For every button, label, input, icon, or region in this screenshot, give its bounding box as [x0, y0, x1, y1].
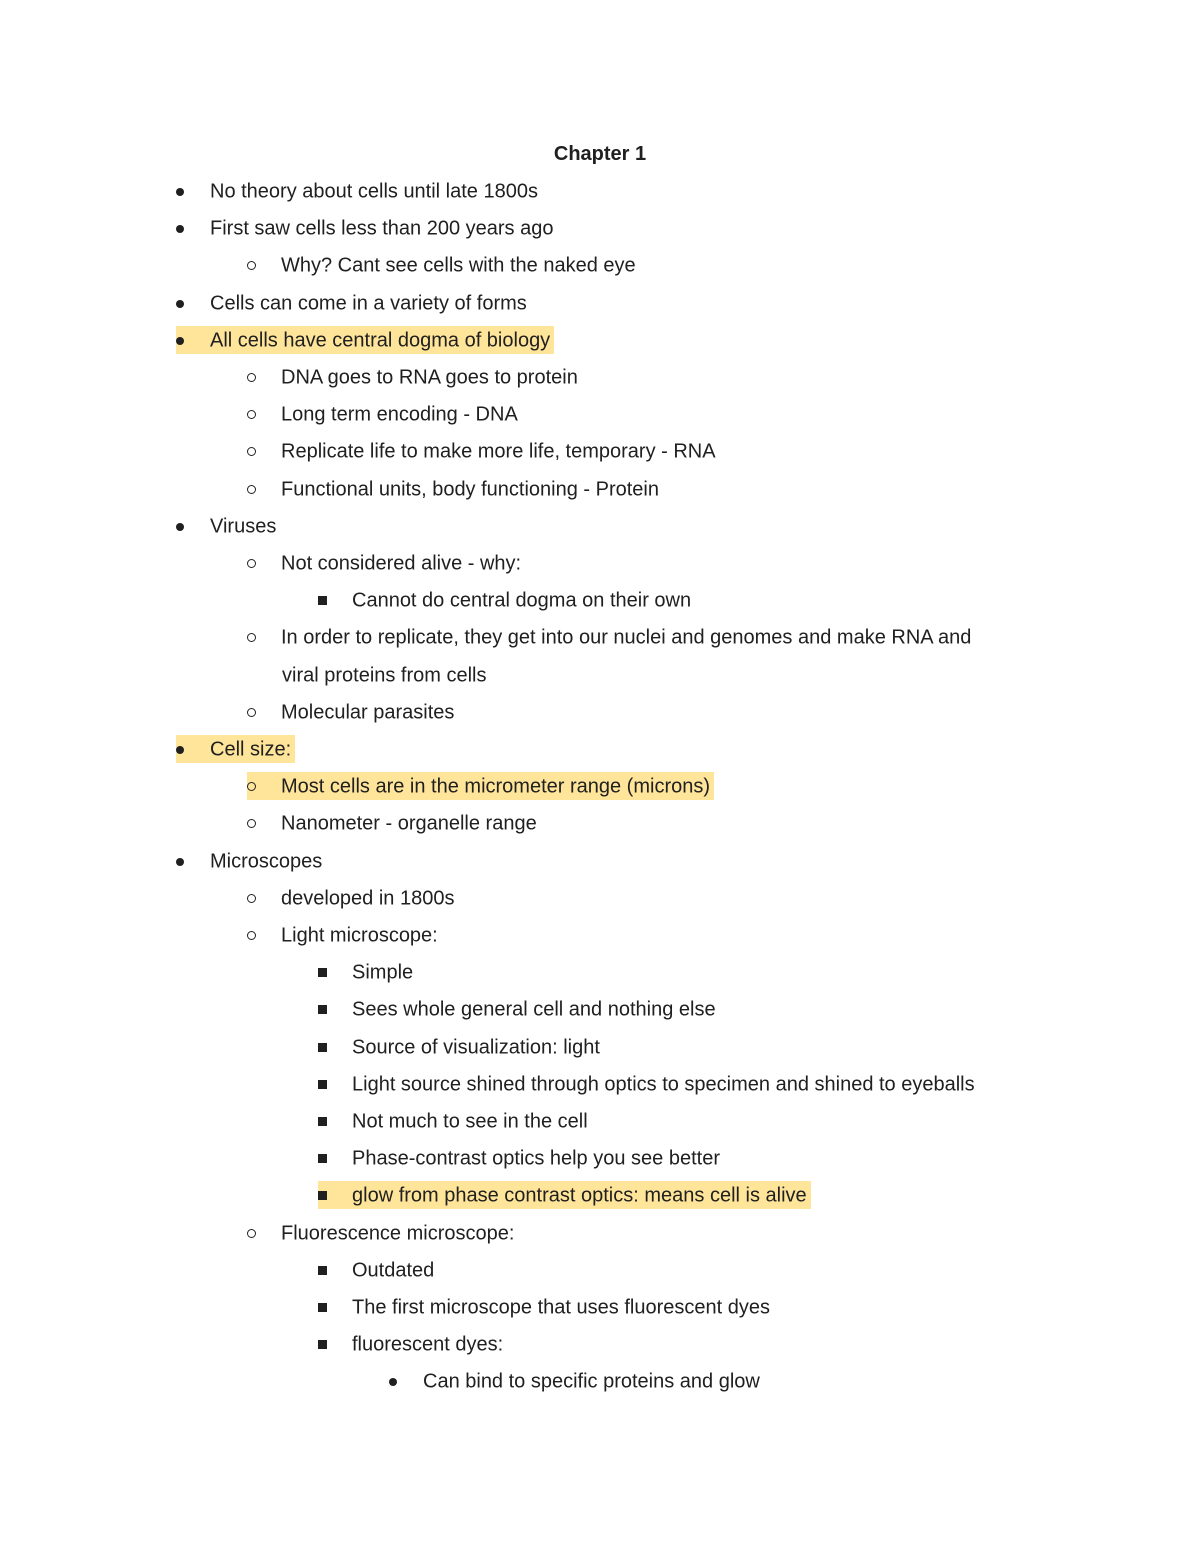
item-content [389, 1370, 760, 1392]
list-item-text: Nanometer - organelle range [281, 812, 537, 835]
circle-bullet-icon [247, 894, 256, 903]
item-content [282, 664, 487, 686]
circle-bullet-icon [247, 1229, 256, 1238]
disc-bullet-icon [176, 523, 184, 531]
list-item-text: DNA goes to RNA goes to protein [281, 366, 578, 389]
list-item [247, 436, 716, 466]
item-content [318, 1259, 434, 1281]
list-item [247, 548, 521, 578]
circle-bullet-icon [247, 782, 256, 791]
list-item [176, 846, 322, 876]
circle-bullet-icon [247, 410, 256, 419]
item-content [247, 626, 971, 648]
highlighted-item [176, 326, 554, 354]
list-item-text: viral proteins from cells [282, 664, 487, 687]
circle-bullet-icon [247, 819, 256, 828]
list-item-text: Outdated [352, 1259, 435, 1282]
circle-bullet-icon [247, 708, 256, 717]
list-item-text: Fluorescence microscope: [281, 1222, 515, 1245]
square-bullet-icon [318, 1117, 327, 1126]
list-item [247, 697, 454, 727]
square-bullet-icon [318, 1043, 327, 1052]
list-item-text: Cells can come in a variety of forms [210, 292, 527, 315]
list-item-text: No theory about cells until late 1800s [210, 180, 538, 203]
list-item [318, 1180, 811, 1210]
list-item [318, 1329, 503, 1359]
item-content [247, 254, 636, 276]
square-bullet-icon [318, 968, 327, 977]
list-item-text: Phase-contrast optics help you see better [352, 1147, 720, 1170]
list-item [247, 1218, 514, 1248]
list-item-text: Not much to see in the cell [352, 1110, 588, 1133]
list-item-text: Why? Cant see cells with the naked eye [281, 254, 636, 277]
list-item [176, 325, 554, 355]
square-bullet-icon [318, 1303, 327, 1312]
item-content [247, 366, 578, 388]
list-item [318, 1032, 600, 1062]
item-content [318, 1333, 503, 1355]
disc-bullet-icon [176, 225, 184, 233]
item-content [176, 850, 322, 872]
highlighted-item [318, 1181, 811, 1209]
list-item [318, 1106, 588, 1136]
square-bullet-icon [318, 1080, 327, 1089]
circle-bullet-icon [247, 373, 256, 382]
square-bullet-icon [318, 596, 327, 605]
list-item-text: Molecular parasites [281, 701, 455, 724]
disc-bullet-icon [176, 188, 184, 196]
item-content [318, 1073, 975, 1095]
list-item-text: Microscopes [210, 850, 323, 873]
list-item [318, 1069, 975, 1099]
list-item-text: Simple [352, 961, 414, 984]
highlighted-item [247, 772, 714, 800]
list-item-text: Light source shined through optics to specimen and shined to eyeballs [352, 1073, 975, 1096]
list-item-text: fluorescent dyes: [352, 1333, 504, 1356]
list-item [247, 622, 971, 652]
list-item [247, 362, 578, 392]
highlighted-item [176, 735, 295, 763]
item-content [318, 1110, 588, 1132]
list-item [247, 883, 454, 913]
circle-bullet-icon [247, 559, 256, 568]
item-content [318, 961, 413, 983]
list-item [318, 585, 691, 615]
square-bullet-icon [318, 1191, 327, 1200]
list-item [247, 250, 636, 280]
item-content [318, 1147, 720, 1169]
list-item-text: glow from phase contrast optics: means cell is alive [352, 1184, 807, 1207]
list-item-text: First saw cells less than 200 years ago [210, 217, 554, 240]
list-item-text: Cannot do central dogma on their own [352, 589, 692, 612]
list-item [247, 808, 537, 838]
list-item [176, 511, 276, 541]
circle-bullet-icon [247, 485, 256, 494]
list-item-text: Light microscope: [281, 924, 438, 947]
list-item [247, 771, 714, 801]
list-item [318, 994, 716, 1024]
list-item-text: Can bind to specific proteins and glow [423, 1370, 760, 1393]
item-content [176, 292, 527, 314]
list-item-text: Functional units, body functioning - Protein [281, 478, 659, 501]
item-content [247, 887, 454, 909]
list-item-text: Most cells are in the micrometer range (microns) [281, 775, 711, 798]
list-item-text: The first microscope that uses fluorescent dyes [352, 1296, 770, 1319]
disc-bullet-icon [176, 746, 184, 754]
square-bullet-icon [318, 1266, 327, 1275]
item-content [318, 1036, 600, 1058]
item-content [247, 552, 521, 574]
disc-bullet-icon [176, 300, 184, 308]
item-content [176, 180, 538, 202]
list-item-text: All cells have central dogma of biology [210, 329, 551, 352]
list-item [176, 288, 527, 318]
list-item-text: developed in 1800s [281, 887, 455, 910]
list-item [176, 176, 538, 206]
list-item-text: Cell size: [210, 738, 292, 761]
item-content [176, 515, 276, 537]
list-item [176, 734, 295, 764]
square-bullet-icon [318, 1005, 327, 1014]
circle-bullet-icon [247, 261, 256, 270]
disc-bullet-icon [176, 858, 184, 866]
list-item [318, 957, 413, 987]
list-item [389, 1366, 760, 1396]
list-item-text: Source of visualization: light [352, 1036, 600, 1059]
circle-bullet-icon [247, 931, 256, 940]
list-item [247, 399, 518, 429]
list-item [318, 1255, 434, 1285]
disc-bullet-icon [389, 1378, 397, 1386]
list-item [318, 1292, 770, 1322]
circle-bullet-icon [247, 633, 256, 642]
list-item-text: Not considered alive - why: [281, 552, 522, 575]
circle-bullet-icon [247, 447, 256, 456]
list-item-text: Sees whole general cell and nothing else [352, 998, 716, 1021]
item-content [247, 701, 454, 723]
list-item [318, 1143, 720, 1173]
list-item [176, 213, 554, 243]
item-content [247, 812, 537, 834]
item-content [247, 478, 659, 500]
list-item-text: In order to replicate, they get into our nuclei and genomes and make RNA and [281, 626, 972, 649]
item-content [247, 440, 716, 462]
item-content [247, 924, 438, 946]
item-content [318, 998, 716, 1020]
item-content [318, 1296, 770, 1318]
square-bullet-icon [318, 1340, 327, 1349]
square-bullet-icon [318, 1154, 327, 1163]
item-content [318, 589, 691, 611]
list-item [247, 474, 659, 504]
list-item [247, 920, 438, 950]
list-item-text: Viruses [210, 515, 277, 538]
list-item [282, 660, 487, 690]
page-title: Chapter 1 [553, 143, 647, 165]
disc-bullet-icon [176, 337, 184, 345]
item-content [247, 1222, 514, 1244]
list-item-text: Replicate life to make more life, temporary - RNA [281, 440, 716, 463]
item-content [247, 403, 518, 425]
list-item-text: Long term encoding - DNA [281, 403, 518, 426]
item-content [176, 217, 554, 239]
